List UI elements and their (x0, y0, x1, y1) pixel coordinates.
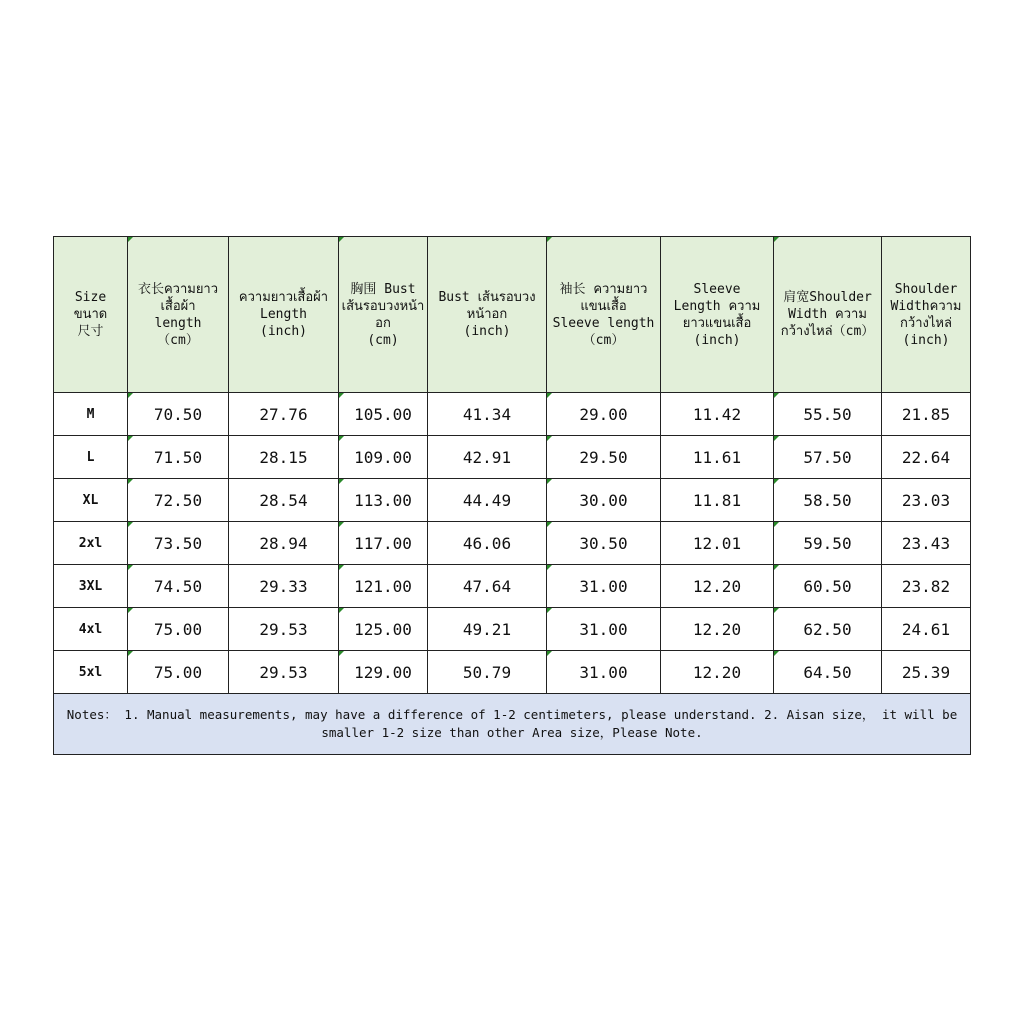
header-bust-cm: 胸围 Bust เส้นรอบวงหน้า อก (cm) (339, 237, 428, 393)
bust-cm-cell: 117.00 (339, 522, 428, 565)
length-inch-cell: 28.94 (229, 522, 339, 565)
shoulder-inch-cell: 25.39 (882, 651, 971, 694)
shoulder-cm-cell: 57.50 (774, 436, 882, 479)
cell-marker (339, 479, 344, 484)
shoulder-inch-cell: 21.85 (882, 393, 971, 436)
notes-cell: Notes： 1. Manual measurements, may have a difference of 1-2 centimeters, please understand. 2. Aisan size， it will be smaller 1-2 size than other Area size，Please Note. (54, 694, 971, 755)
table-row (54, 436, 971, 479)
cell-marker (339, 565, 344, 570)
cell-marker (774, 608, 779, 613)
bust-inch-cell: 42.91 (428, 436, 547, 479)
shoulder-inch-cell: 22.64 (882, 436, 971, 479)
sleeve-cm-cell: 31.00 (547, 565, 661, 608)
header-sleeve-cm: 袖长 ความยาว แขนเสื้อ Sleeve length （cm） (547, 237, 661, 393)
sleeve-inch-cell: 11.42 (661, 393, 774, 436)
cell-marker (128, 393, 133, 398)
size-table (53, 236, 971, 755)
bust-cm-cell: 109.00 (339, 436, 428, 479)
cell-marker (774, 393, 779, 398)
header-shoulder-inch: Shoulder Widthความ กว้างไหล่ (inch) (882, 237, 971, 393)
cell-marker (547, 651, 552, 656)
size-cell: XL (54, 479, 128, 522)
size-cell: 2xl (54, 522, 128, 565)
table-row (54, 651, 971, 694)
length-inch-cell: 28.54 (229, 479, 339, 522)
cell-marker (774, 522, 779, 527)
cell-marker (774, 479, 779, 484)
cell-marker (339, 651, 344, 656)
shoulder-inch-cell: 24.61 (882, 608, 971, 651)
length-cm-cell: 73.50 (128, 522, 229, 565)
cell-marker (128, 651, 133, 656)
cell-marker (547, 393, 552, 398)
bust-inch-cell: 50.79 (428, 651, 547, 694)
length-cm-cell: 75.00 (128, 608, 229, 651)
cell-marker (774, 436, 779, 441)
bust-inch-cell: 44.49 (428, 479, 547, 522)
bust-cm-cell: 125.00 (339, 608, 428, 651)
length-inch-cell: 27.76 (229, 393, 339, 436)
shoulder-cm-cell: 59.50 (774, 522, 882, 565)
sleeve-cm-cell: 31.00 (547, 608, 661, 651)
sleeve-inch-cell: 12.20 (661, 651, 774, 694)
sleeve-inch-cell: 12.20 (661, 565, 774, 608)
table-row (54, 522, 971, 565)
cell-marker (128, 522, 133, 527)
shoulder-cm-cell: 58.50 (774, 479, 882, 522)
sleeve-inch-cell: 12.01 (661, 522, 774, 565)
shoulder-inch-cell: 23.82 (882, 565, 971, 608)
sleeve-inch-cell: 11.61 (661, 436, 774, 479)
bust-inch-cell: 46.06 (428, 522, 547, 565)
cell-marker (547, 565, 552, 570)
header-length-inch: ความยาวเสื้อผ้า Length (inch) (229, 237, 339, 393)
cell-marker (339, 436, 344, 441)
header-row (54, 237, 971, 393)
cell-marker (547, 608, 552, 613)
cell-marker (128, 608, 133, 613)
bust-cm-cell: 129.00 (339, 651, 428, 694)
sleeve-cm-cell: 30.00 (547, 479, 661, 522)
size-cell: L (54, 436, 128, 479)
cell-marker (774, 237, 779, 242)
header-size: Size ขนาด 尺寸 (54, 237, 128, 393)
shoulder-cm-cell: 64.50 (774, 651, 882, 694)
bust-cm-cell: 113.00 (339, 479, 428, 522)
cell-marker (547, 522, 552, 527)
bust-inch-cell: 41.34 (428, 393, 547, 436)
size-cell: 5xl (54, 651, 128, 694)
cell-marker (339, 237, 344, 242)
cell-marker (128, 237, 133, 242)
cell-marker (339, 393, 344, 398)
sleeve-inch-cell: 12.20 (661, 608, 774, 651)
cell-marker (128, 565, 133, 570)
cell-marker (547, 237, 552, 242)
length-cm-cell: 71.50 (128, 436, 229, 479)
size-cell: 4xl (54, 608, 128, 651)
shoulder-cm-cell: 60.50 (774, 565, 882, 608)
cell-marker (128, 436, 133, 441)
header-sleeve-inch: Sleeve Length ความ ยาวแขนเสื้อ (inch) (661, 237, 774, 393)
length-cm-cell: 70.50 (128, 393, 229, 436)
bust-inch-cell: 47.64 (428, 565, 547, 608)
cell-marker (339, 522, 344, 527)
sleeve-cm-cell: 29.00 (547, 393, 661, 436)
cell-marker (339, 608, 344, 613)
notes-row (54, 694, 971, 755)
length-inch-cell: 29.33 (229, 565, 339, 608)
bust-cm-cell: 121.00 (339, 565, 428, 608)
sleeve-cm-cell: 31.00 (547, 651, 661, 694)
bust-cm-cell: 105.00 (339, 393, 428, 436)
cell-marker (547, 436, 552, 441)
sleeve-cm-cell: 29.50 (547, 436, 661, 479)
table-row (54, 393, 971, 436)
cell-marker (774, 651, 779, 656)
shoulder-inch-cell: 23.43 (882, 522, 971, 565)
cell-marker (128, 479, 133, 484)
length-inch-cell: 29.53 (229, 608, 339, 651)
table-row (54, 608, 971, 651)
table-row (54, 479, 971, 522)
sleeve-cm-cell: 30.50 (547, 522, 661, 565)
length-cm-cell: 72.50 (128, 479, 229, 522)
shoulder-inch-cell: 23.03 (882, 479, 971, 522)
size-cell: M (54, 393, 128, 436)
cell-marker (547, 479, 552, 484)
length-inch-cell: 28.15 (229, 436, 339, 479)
header-bust-inch: Bust เส้นรอบวง หน้าอก (inch) (428, 237, 547, 393)
length-cm-cell: 75.00 (128, 651, 229, 694)
shoulder-cm-cell: 55.50 (774, 393, 882, 436)
table-row (54, 565, 971, 608)
cell-marker (774, 565, 779, 570)
sleeve-inch-cell: 11.81 (661, 479, 774, 522)
size-chart (53, 236, 970, 755)
bust-inch-cell: 49.21 (428, 608, 547, 651)
shoulder-cm-cell: 62.50 (774, 608, 882, 651)
length-cm-cell: 74.50 (128, 565, 229, 608)
size-cell: 3XL (54, 565, 128, 608)
length-inch-cell: 29.53 (229, 651, 339, 694)
header-length-cm: 衣长ความยาว เสื้อผ้า length （cm） (128, 237, 229, 393)
header-shoulder-cm: 肩宽Shoulder Width ความ กว้างไหล่（cm） (774, 237, 882, 393)
